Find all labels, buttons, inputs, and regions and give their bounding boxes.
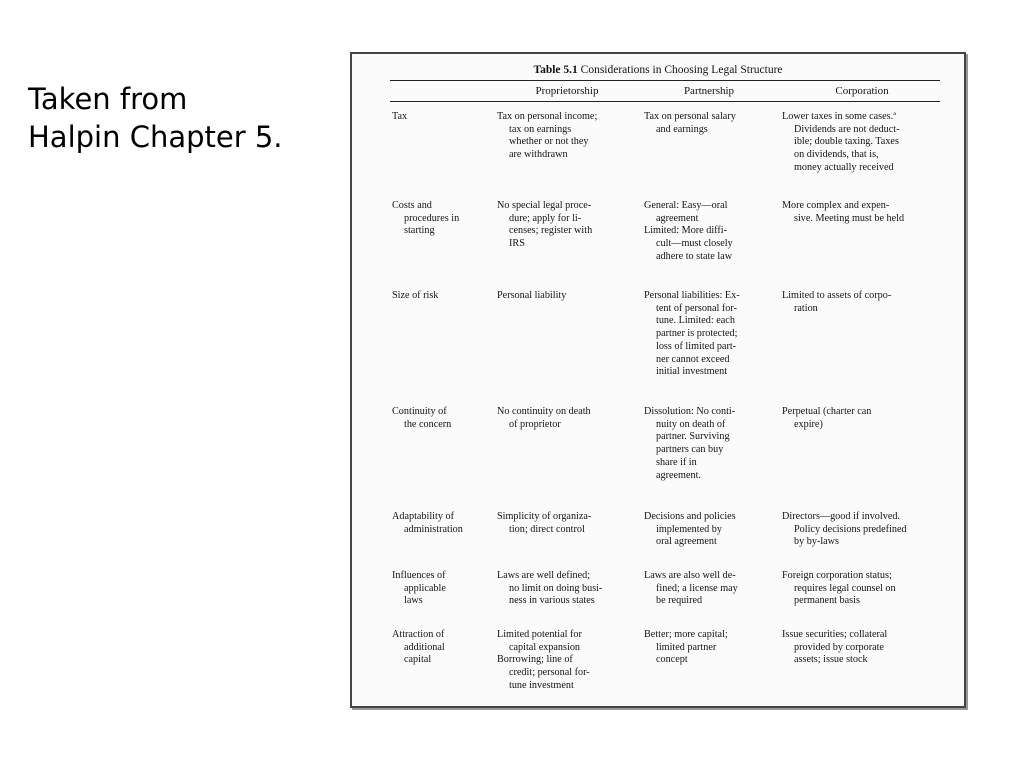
cell-line: implemented by [656, 523, 722, 535]
cell-line: ner cannot exceed [656, 353, 730, 365]
cell-line: initial investment [656, 366, 728, 378]
column-header-proprietorship: Proprietorship [535, 85, 599, 97]
cell-line: Personal liabilities: Ex- [644, 290, 740, 301]
cell-risk-proprietorship [497, 290, 566, 303]
cell-line: Personal liability [497, 290, 567, 301]
cell-line: tax on earnings [509, 123, 572, 135]
cell-line: provided by corporate [794, 641, 884, 653]
cell-line: limited partner [656, 641, 717, 653]
cell-influences-proprietorship [497, 570, 602, 608]
cell-influences-partnership [644, 570, 738, 608]
table-title [352, 64, 964, 76]
caption-line-2: Halpin Chapter 5. [28, 120, 283, 154]
cell-line: censes; register with [509, 225, 593, 237]
cell-costs-proprietorship [497, 200, 592, 251]
cell-line: capital [404, 654, 432, 666]
cell-line: Limited to assets of corpo- [782, 290, 892, 301]
cell-line: permanent basis [794, 595, 860, 607]
cell-line: ible; double taxing. Taxes [794, 136, 899, 148]
cell-line: tune investment [509, 679, 574, 691]
cell-line: Limited: More diffi- [644, 225, 727, 237]
cell-line: Limited potential for [497, 629, 582, 640]
cell-risk-corporation [782, 290, 891, 315]
cell-line: expire) [794, 418, 823, 430]
cell-line: and earnings [656, 123, 708, 135]
cell-tax-corporation [782, 111, 900, 175]
cell-line: starting [404, 225, 435, 237]
cell-adaptability-partnership [644, 511, 736, 549]
cell-line: Laws are also well de- [644, 570, 736, 581]
cell-line: Tax on personal income; [497, 111, 598, 122]
cell-line: fined; a license may [656, 582, 738, 594]
cell-attraction-partnership [644, 629, 728, 667]
cell-line: More complex and expen- [782, 200, 890, 211]
cell-line: Tax on personal salary [644, 111, 736, 122]
cell-line: credit; personal for- [509, 667, 590, 679]
cell-line: General: Easy—oral [644, 200, 728, 211]
cell-costs-partnership [644, 200, 733, 264]
row-label-influences [392, 570, 446, 608]
cell-line: of proprietor [509, 418, 561, 430]
cell-line: be required [656, 595, 703, 607]
cell-line: no limit on doing busi- [509, 582, 603, 594]
cell-line: Tax [392, 111, 408, 122]
cell-line: money actually received [794, 161, 894, 173]
row-label-continuity [392, 406, 451, 431]
slide-caption [28, 80, 283, 156]
cell-tax-partnership [644, 111, 736, 136]
cell-line: tent of personal for- [656, 302, 737, 314]
cell-line: administration [404, 523, 463, 535]
column-header-partnership: Partnership [683, 85, 735, 97]
column-header-corporation: Corporation [835, 85, 889, 97]
cell-line: agreement. [656, 469, 701, 481]
cell-line: agreement [656, 212, 699, 224]
cell-line: IRS [509, 238, 525, 250]
cell-line: share if in [656, 456, 697, 468]
cell-line: laws [404, 595, 423, 607]
cell-line: on dividends, that is, [794, 149, 879, 161]
cell-line: requires legal counsel on [794, 582, 896, 594]
table-number: Table 5.1 [533, 64, 578, 76]
table-header-rule [390, 101, 940, 102]
cell-line: Laws are well defined; [497, 570, 591, 581]
table-title-text: Considerations in Choosing Legal Structure [580, 64, 783, 76]
cell-line: Attraction of [392, 629, 445, 640]
row-label-tax [392, 111, 407, 124]
cell-line: No special legal proce- [497, 200, 592, 211]
cell-line: assets; issue stock [794, 654, 868, 666]
cell-line: Foreign corporation status; [782, 570, 892, 581]
cell-line: adhere to state law [656, 250, 733, 262]
table-top-rule [390, 80, 940, 81]
row-label-costs [392, 200, 459, 238]
cell-line: whether or not they [509, 136, 589, 148]
cell-line: Issue securities; collateral [782, 629, 888, 640]
cell-line: Simplicity of organiza- [497, 511, 592, 522]
cell-costs-corporation [782, 200, 904, 225]
cell-line: Size of risk [392, 290, 439, 301]
cell-line: Better; more capital; [644, 629, 728, 640]
cell-line: Borrowing; line of [497, 654, 573, 666]
cell-line: loss of limited part- [656, 340, 737, 352]
cell-line: Perpetual (charter can [782, 406, 872, 417]
cell-line: by by-laws [794, 536, 839, 548]
cell-line: the concern [404, 418, 452, 430]
cell-line: Lower taxes in some cases.ª [782, 111, 896, 122]
cell-adaptability-proprietorship [497, 511, 591, 536]
row-label-risk [392, 290, 438, 303]
cell-line: cult—must closely [656, 238, 733, 250]
cell-tax-proprietorship [497, 111, 597, 162]
cell-continuity-partnership [644, 406, 735, 482]
cell-line: Decisions and policies [644, 511, 736, 522]
cell-line: concept [656, 654, 688, 666]
cell-line: ness in various states [509, 595, 595, 607]
cell-line: oral agreement [656, 536, 717, 548]
cell-line: Influences of [392, 570, 446, 581]
cell-line: applicable [404, 582, 446, 594]
cell-line: are withdrawn [509, 149, 568, 161]
cell-continuity-proprietorship [497, 406, 591, 431]
cell-influences-corporation [782, 570, 896, 608]
cell-line: nuity on death of [656, 418, 726, 430]
cell-attraction-corporation [782, 629, 887, 667]
cell-adaptability-corporation [782, 511, 907, 549]
cell-line: Costs and [392, 200, 432, 211]
cell-line: partner is protected; [656, 328, 738, 340]
cell-continuity-corporation [782, 406, 871, 431]
cell-attraction-proprietorship [497, 629, 590, 693]
cell-line: procedures in [404, 212, 460, 224]
cell-risk-partnership [644, 290, 740, 379]
cell-line: capital expansion [509, 641, 581, 653]
cell-line: Directors—good if involved. [782, 511, 900, 522]
cell-line: dure; apply for li- [509, 212, 582, 224]
cell-line: Policy decisions predefined [794, 523, 907, 535]
cell-line: tion; direct control [509, 523, 585, 535]
cell-line: Continuity of [392, 406, 447, 417]
cell-line: partner. Surviving [656, 431, 730, 443]
cell-line: sive. Meeting must be held [794, 212, 905, 224]
row-label-attraction [392, 629, 445, 667]
cell-line: additional [404, 641, 445, 653]
cell-line: Adaptability of [392, 511, 454, 522]
row-label-adaptability [392, 511, 463, 536]
cell-line: partners can buy [656, 444, 724, 456]
caption-line-1: Taken from [28, 82, 188, 116]
cell-line: tune. Limited: each [656, 315, 735, 327]
cell-line: Dissolution: No conti- [644, 406, 736, 417]
cell-line: Dividends are not deduct- [794, 123, 900, 135]
cell-line: ration [794, 302, 818, 314]
cell-line: No continuity on death [497, 406, 591, 417]
scanned-table-image [350, 52, 966, 708]
